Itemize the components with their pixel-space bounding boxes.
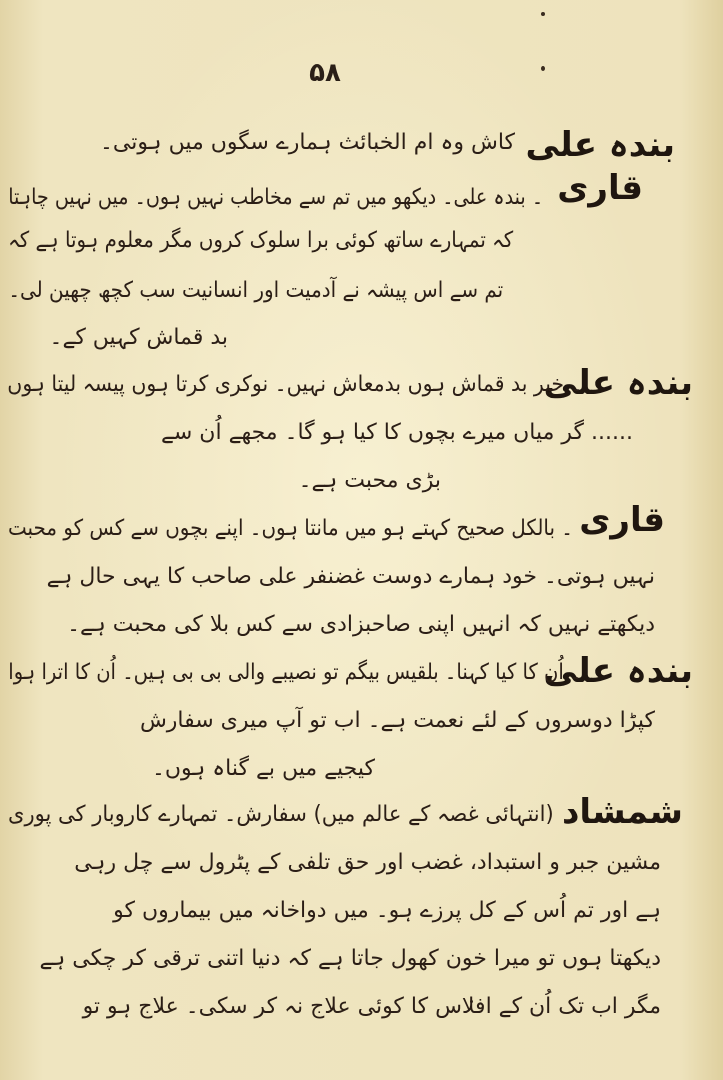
text-line: بڑی محبت ہے۔	[298, 468, 441, 493]
text-line: ۔ بندہ علی۔ دیکھو میں تم سے مخاطب نہیں ہوں۔ میں نہیں چاہتا	[8, 185, 543, 210]
speaker-banda-ali: بندہ علی	[543, 651, 693, 691]
speaker-banda-ali: بندہ علی	[525, 125, 675, 165]
text-line: مشین جبر و استبداد، غضب اور حق تلفی کے پٹرول سے چل رہی	[74, 850, 661, 875]
paper-speck	[541, 12, 545, 16]
speaker-qari: قاری	[557, 168, 643, 208]
text-line: دیکھتا ہوں تو میرا خون کھول جاتا ہے کہ دنیا اتنی ترقی کر چکی ہے	[39, 946, 661, 971]
text-line: بد قماش کہیں کے۔	[49, 325, 228, 350]
text-line: تم سے اس پیشہ نے آدمیت اور انسانیت سب کچھ چھین لی۔	[8, 278, 503, 303]
text-line: نہیں ہوتی۔ خود ہمارے دوست غضنفر علی صاحب کا یہی حال ہے	[46, 564, 655, 589]
text-line: ۔ اُن کا کیا کہنا۔ بلقیس بیگم تو نصیبے والی بی بی ہیں۔ اُن کا اترا ہوا	[7, 660, 581, 685]
text-line: کیجیے میں بے گناہ ہوں۔	[151, 756, 375, 781]
text-line: ۔ (انتہائی غصہ کے عالم میں) سفارش۔ تمہارے کاروبار کی پوری	[8, 802, 573, 827]
speaker-shamshad: شمشاد	[561, 792, 683, 832]
paper-speck	[541, 66, 545, 71]
text-line: ۔ خیر بد قماش ہوں بدمعاش نہیں۔ نوکری کرتا ہوں پیسہ لیتا ہوں	[7, 372, 583, 397]
text-line: ۔ بالکل صحیح کہتے ہو میں مانتا ہوں۔ اپنے بچوں سے کس کو محبت	[8, 516, 573, 541]
speaker-banda-ali: بندہ علی	[543, 363, 693, 403]
text-line: ...... گر میاں میرے بچوں کا کیا ہو گا۔ مجھے اُن سے	[160, 420, 633, 445]
text-line: مگر اب تک اُن کے افلاس کا کوئی علاج نہ کر سکی۔ علاج ہو تو	[82, 994, 661, 1019]
text-line: دیکھتے نہیں کہ انہیں اپنی صاحبزادی سے کس بلا کی محبت ہے۔	[67, 612, 655, 637]
text-line: ہے اور تم اُس کے کل پرزے ہو۔ میں دواخانہ میں بیماروں کو	[113, 898, 661, 923]
text-line: کاش وہ ام الخبائث ہمارے سگوں میں ہوتی۔	[99, 130, 515, 155]
text-line: کہ تمہارے ساتھ کوئی برا سلوک کروں مگر معلوم ہوتا ہے کہ	[7, 228, 513, 253]
page-number: ۵۸	[309, 58, 341, 88]
speaker-qari: قاری	[579, 500, 665, 540]
text-line: کپڑا دوسروں کے لئے نعمت ہے۔ اب تو آپ میری سفارش	[139, 708, 655, 733]
